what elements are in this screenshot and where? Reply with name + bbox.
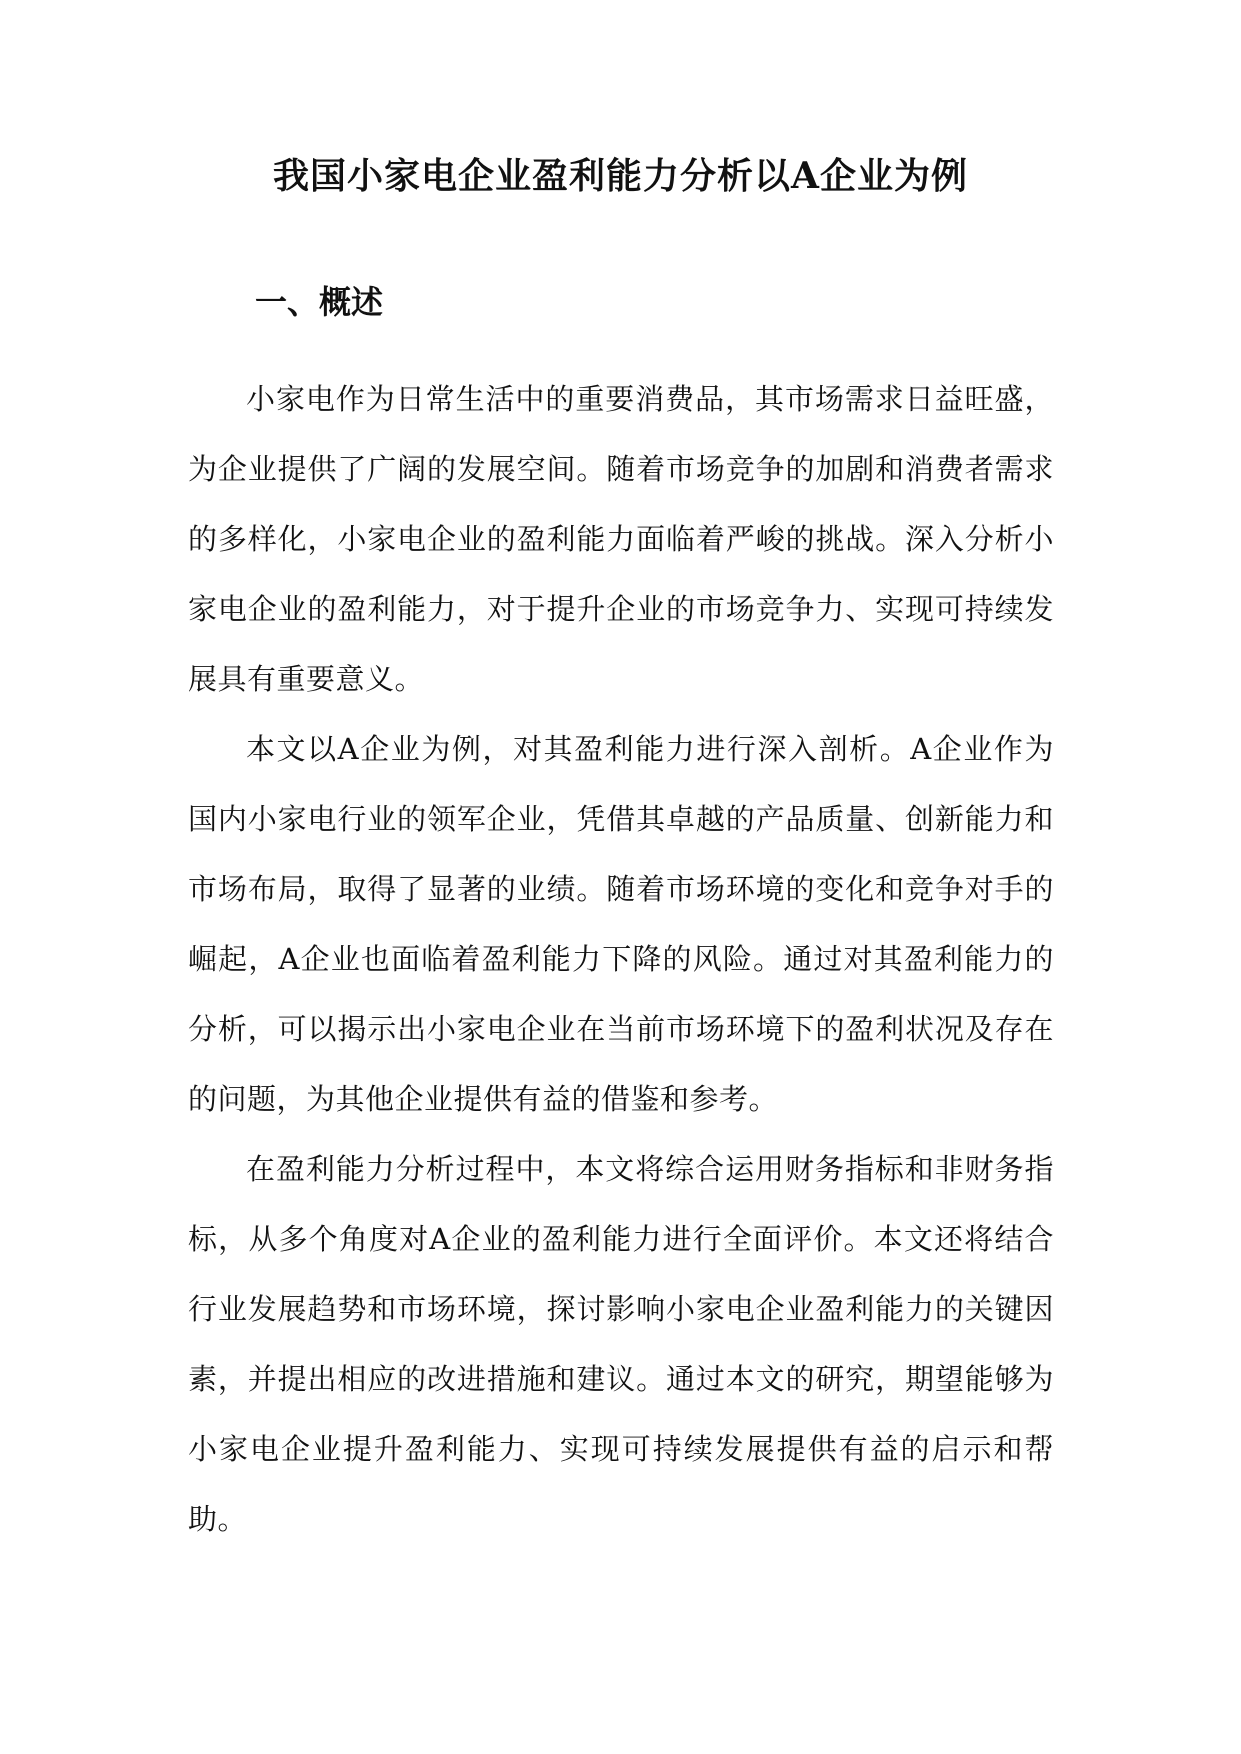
document-title: 我国小家电企业盈利能力分析以A企业为例 <box>273 155 968 197</box>
paragraph-1: 小家电作为日常生活中的重要消费品，其市场需求日益旺盛，为企业提供了广阔的发展空间。随着市场竞争的加剧和消费者需求的多样化，小家电企业的盈利能力面临着严峻的挑战。深入分析小家电企业的盈利能力，对于提升企业的市场竞争力、实现可持续发展具有重要意义。 <box>188 382 1054 696</box>
body-text <box>188 364 1054 1554</box>
section-heading: 一、概述 <box>255 283 384 321</box>
paragraph-2: 本文以A企业为例，对其盈利能力进行深入剖析。A企业作为国内小家电行业的领军企业，凭借其卓越的产品质量、创新能力和市场布局，取得了显著的业绩。随着市场环境的变化和竞争对手的崛起，A企业也面临着盈利能力下降的风险。通过对其盈利能力的分析，可以揭示出小家电企业在当前市场环境下的盈利状况及存在的问题，为其他企业提供有益的借鉴和参考。 <box>188 732 1054 1116</box>
paragraph-3: 在盈利能力分析过程中，本文将综合运用财务指标和非财务指标，从多个角度对A企业的盈利能力进行全面评价。本文还将结合行业发展趋势和市场环境，探讨影响小家电企业盈利能力的关键因素，并提出相应的改进措施和建议。通过本文的研究，期望能够为小家电企业提升盈利能力、实现可持续发展提供有益的启示和帮助。 <box>188 1152 1054 1536</box>
